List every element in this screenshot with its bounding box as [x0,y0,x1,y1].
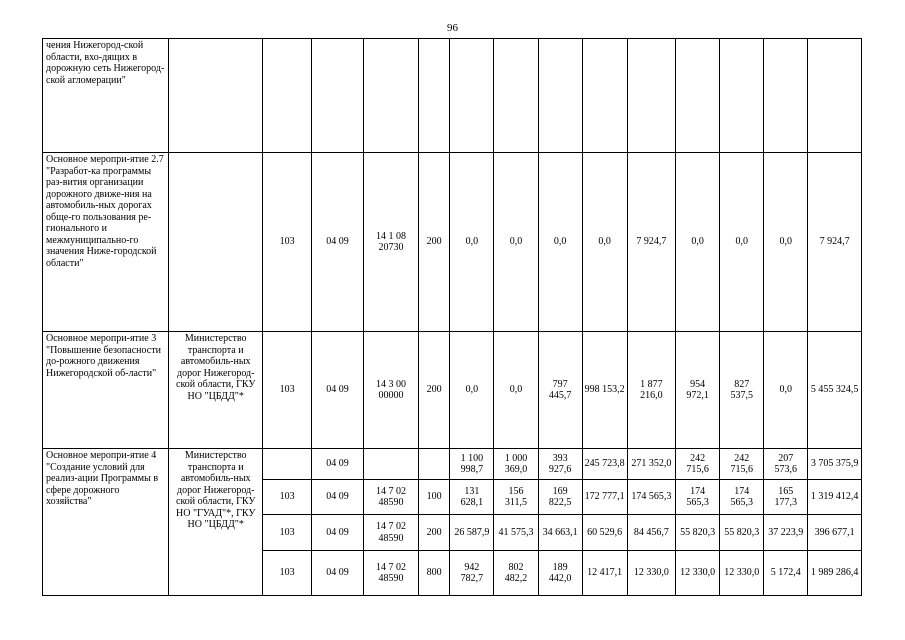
value-cell [450,39,494,153]
value-cell: 242 715,6 [720,449,764,480]
grbs-cell: 103 [263,515,311,551]
value-cell: 60 529,6 [582,515,627,551]
csr-cell: 14 7 02 48590 [364,515,419,551]
value-cell: 131 628,1 [450,480,494,515]
csr-cell: 14 1 08 20730 [364,153,419,332]
grbs-cell [263,39,311,153]
grbs-cell: 103 [263,551,311,596]
rzpr-cell: 04 09 [311,153,363,332]
rzpr-cell: 04 09 [311,449,363,480]
value-cell: 0,0 [494,332,538,449]
value-cell: 37 223,9 [764,515,808,551]
value-cell: 7 924,7 [808,153,862,332]
value-cell: 245 723,8 [582,449,627,480]
value-cell: 12 330,0 [676,551,720,596]
value-cell: 0,0 [450,153,494,332]
value-cell: 998 153,2 [582,332,627,449]
value-cell: 26 587,9 [450,515,494,551]
value-cell: 41 575,3 [494,515,538,551]
page-number: 96 [447,22,458,34]
activity-name: Основное меропри-ятие 3 "Повышение безопасности до-рожного движения Нижегородской об-ласти" [43,332,169,449]
value-cell: 1 989 286,4 [808,551,862,596]
value-cell: 242 715,6 [676,449,720,480]
value-cell [582,39,627,153]
executor-cell: Министерство транспорта и автомобиль-ных дорог Нижегород-ской области, ГКУ НО "ГУАД"*, ГКУ НО "ЦБДД"* [168,449,262,596]
table-row [43,153,862,332]
executor-cell [168,39,262,153]
value-cell: 174 565,3 [720,480,764,515]
rzpr-cell: 04 09 [311,551,363,596]
value-cell: 169 822,5 [538,480,582,515]
value-cell [808,39,862,153]
value-cell: 189 442,0 [538,551,582,596]
budget-table [42,38,862,596]
vr-cell: 200 [418,332,449,449]
value-cell: 174 565,3 [676,480,720,515]
rzpr-cell: 04 09 [311,332,363,449]
value-cell: 0,0 [538,153,582,332]
value-cell: 1 100 998,7 [450,449,494,480]
value-cell: 1 319 412,4 [808,480,862,515]
rzpr-cell: 04 09 [311,480,363,515]
value-cell: 207 573,6 [764,449,808,480]
activity-name: Основное меропри-ятие 4 "Создание условий для реализ-ации Программы в сфере дорожного хозяйства" [43,449,169,596]
value-cell: 0,0 [450,332,494,449]
value-cell: 797 445,7 [538,332,582,449]
value-cell: 0,0 [720,153,764,332]
value-cell: 12 330,0 [720,551,764,596]
value-cell: 827 537,5 [720,332,764,449]
value-cell [676,39,720,153]
grbs-cell [263,449,311,480]
value-cell: 5 172,4 [764,551,808,596]
value-cell [720,39,764,153]
table-row [43,449,862,480]
executor-cell: Министерство транспорта и автомобиль-ных дорог Нижегород-ской области, ГКУ НО "ЦБДД"* [168,332,262,449]
table-row [43,332,862,449]
value-cell: 34 663,1 [538,515,582,551]
vr-cell: 200 [418,153,449,332]
value-cell [538,39,582,153]
executor-cell [168,153,262,332]
value-cell: 55 820,3 [720,515,764,551]
value-cell: 55 820,3 [676,515,720,551]
value-cell: 7 924,7 [627,153,675,332]
value-cell: 393 927,6 [538,449,582,480]
value-cell: 3 705 375,9 [808,449,862,480]
value-cell: 954 972,1 [676,332,720,449]
value-cell: 84 456,7 [627,515,675,551]
rzpr-cell: 04 09 [311,515,363,551]
value-cell [764,39,808,153]
value-cell: 174 565,3 [627,480,675,515]
value-cell [494,39,538,153]
csr-cell [364,449,419,480]
value-cell: 0,0 [764,153,808,332]
value-cell [627,39,675,153]
value-cell: 396 677,1 [808,515,862,551]
value-cell: 12 417,1 [582,551,627,596]
grbs-cell: 103 [263,153,311,332]
value-cell: 1 877 216,0 [627,332,675,449]
value-cell: 12 330,0 [627,551,675,596]
grbs-cell: 103 [263,480,311,515]
vr-cell [418,39,449,153]
value-cell: 942 782,7 [450,551,494,596]
csr-cell [364,39,419,153]
value-cell: 802 482,2 [494,551,538,596]
value-cell: 0,0 [582,153,627,332]
vr-cell: 800 [418,551,449,596]
activity-name: Основное меропри-ятие 2.7 "Разработ-ка программы раз-вития организации дорожного движе-ния на автомобиль-ных дорогах обще-го пользования ре-гионального и межмуниципально-го значения Ниже-городской области" [43,153,169,332]
value-cell: 5 455 324,5 [808,332,862,449]
csr-cell: 14 7 02 48590 [364,480,419,515]
csr-cell: 14 3 00 00000 [364,332,419,449]
grbs-cell: 103 [263,332,311,449]
csr-cell: 14 7 02 48590 [364,551,419,596]
vr-cell: 100 [418,480,449,515]
value-cell: 165 177,3 [764,480,808,515]
value-cell: 0,0 [764,332,808,449]
value-cell: 156 311,5 [494,480,538,515]
vr-cell: 200 [418,515,449,551]
value-cell: 0,0 [676,153,720,332]
activity-name: чения Нижегород-ской области, вхо-дящих в дорожную сеть Нижегород-ской агломерации" [43,39,169,153]
value-cell: 0,0 [494,153,538,332]
value-cell: 1 000 369,0 [494,449,538,480]
vr-cell [418,449,449,480]
value-cell: 172 777,1 [582,480,627,515]
value-cell: 271 352,0 [627,449,675,480]
table-row [43,39,862,153]
rzpr-cell [311,39,363,153]
